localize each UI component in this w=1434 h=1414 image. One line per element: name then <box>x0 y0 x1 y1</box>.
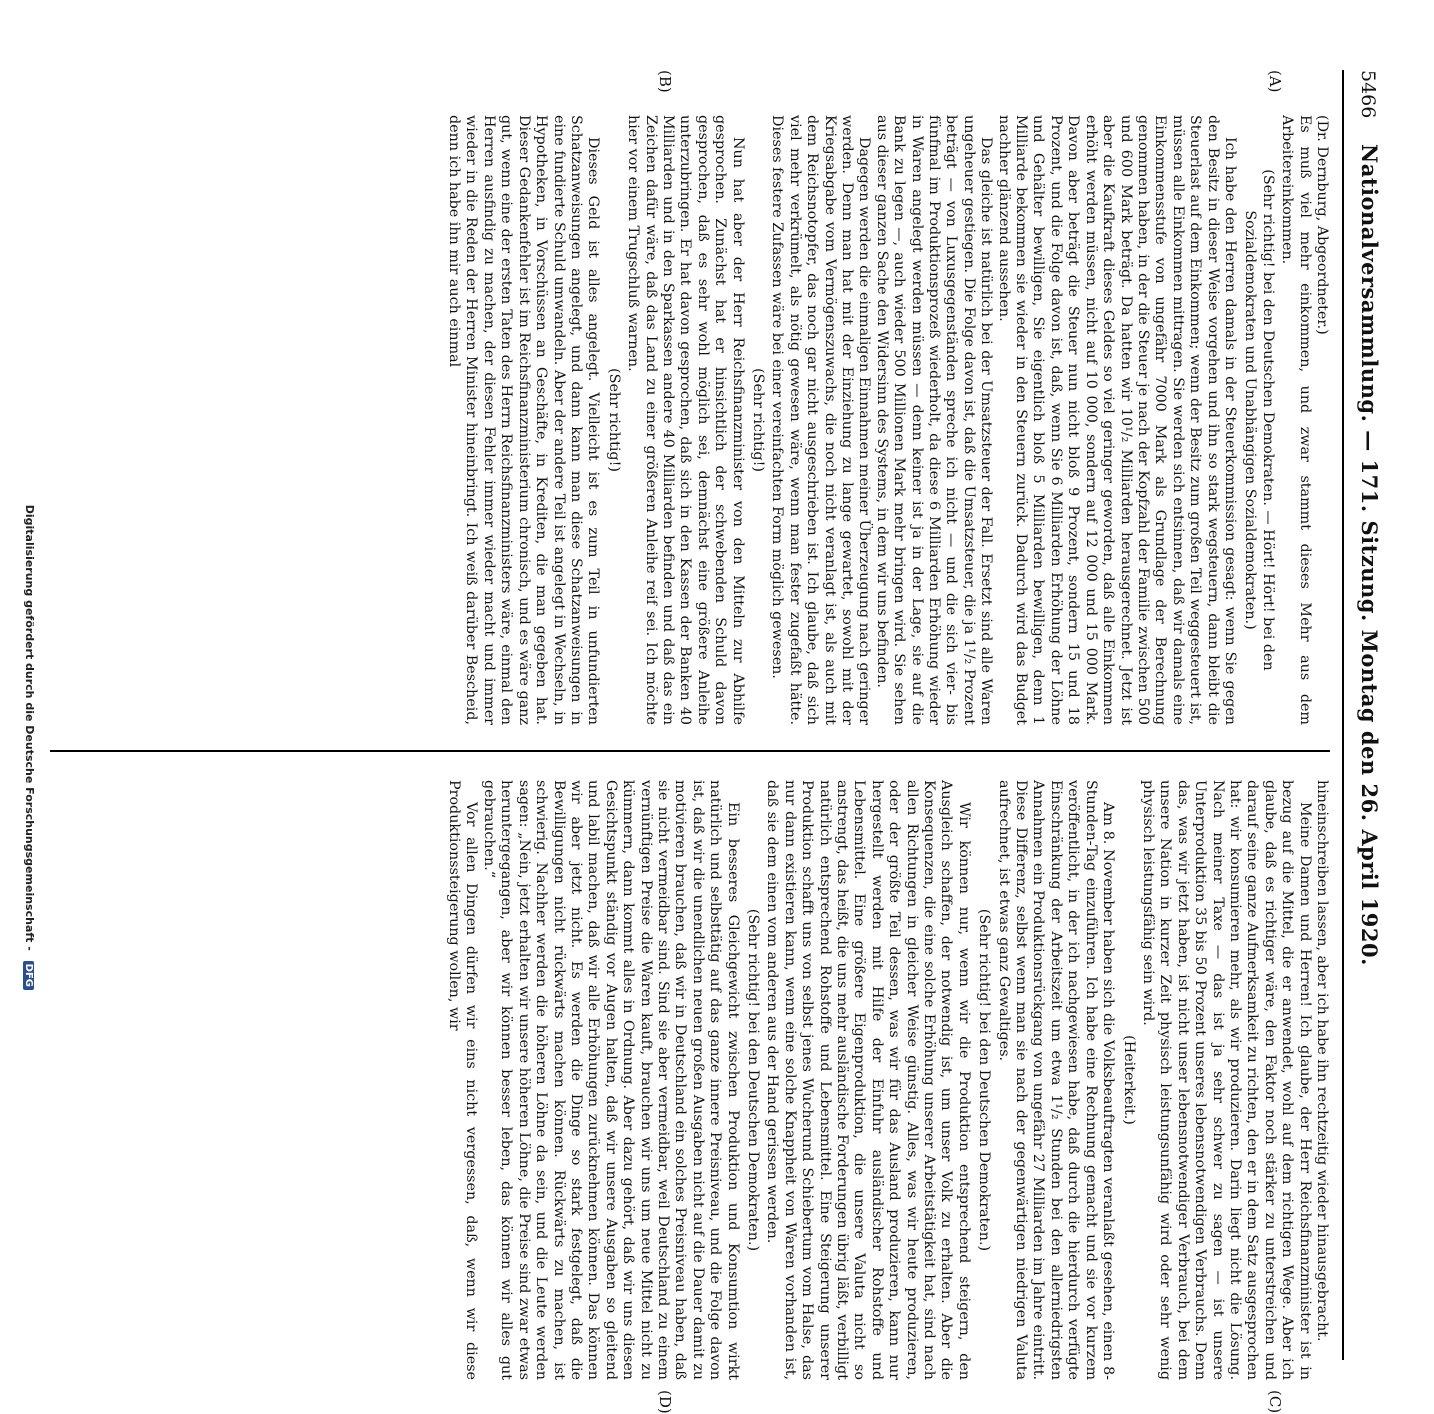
paragraph: Nun hat aber der Herr Reichsfinanzminister von den Mitteln zur Abhilfe gesprochen. Zunächst hat er hinsichtlich der schwebenden Schuld davon gesprochen, daß es sehr wohl möglich sei, demnächst eine größere Anleihe unterzubringen. Er hat davon gesprochen, daß sich in den Kassen der Banken 40 Milliarden und in den Sparkassen andere 40 Milliarden befinden und daß das ein Zeichen dafür wäre, daß das Land zu einer größeren Anleihe reif sei. Ich möchte hier vor einem Trugschluß warnen. <box>625 115 746 725</box>
digitization-credit <box>23 10 36 990</box>
interjection: (Sehr richtig! bei den Deutschen Demokraten. — Hört! Hört! bei den Sozialdemokraten und Unabhängigen Sozialdemokraten.) <box>1242 169 1276 671</box>
running-title: Nationalversammlung. — 171. Sitzung. Montag den 26. April 1920. <box>1357 144 1382 966</box>
page-header <box>1342 70 1382 970</box>
page-number: 5466 <box>1357 70 1379 119</box>
paragraph: Vor allen Dingen dürfen wir eins nicht vergessen, daß, wenn wir diese Produktionssteigerung wollen, wir <box>446 780 480 1380</box>
interjection: (Sehr richtig! bei den Deutschen Demokraten.) <box>745 908 761 1252</box>
interjection: (Heiterkeit.) <box>1120 1035 1137 1125</box>
paragraph: Dagegen werden die einmaligen Einnahmen meiner Überzeugung nach geringer werden. Denn man hat mit der Einziehung zu lange gewartet, sowohl mit der Kriegsabgabe vom Vermögenszuwachs, die noch nicht veranlagt ist, als auch mit dem Reichsnotopfer, das noch gar nicht ausgeschrieben ist. Ich glaube, daß sich viel mehr verkrümelt, als nötig gewesen wäre, wenn man fester zugefaßt hätte. Dieses festere Zufassen wäre bei einer vereinfachten Form möglich gewesen. <box>769 115 873 725</box>
paragraph: Ein besseres Gleichgewicht zwischen Produktion und Konsumtion wirkt natürlich und selbsttätig auf das ganze innere Preisniveau, und die Folge davon ist, daß wir die unendlichen neuen großen Ausgaben nicht auf die Dauer damit zu motivieren brauchen, daß wir in Deutschland ein solches Preisniveau haben, daß sie nicht vermeidbar sind. Sind sie aber vermeidbar, weil Deutschland zu einem vernünftigen Preise die Waren kauft, brauchen wir uns um neue Mittel nicht zu kümmern, dann kommt alles in Ordnung. Aber dazu gehört, daß wir uns diesen Gesichtspunkt ständig vor Augen halten, daß wir unsere Ausgaben so gleitend und labil machen, daß wir alle Erhöhungen zurücknehmen können. Das können wir aber jetzt nicht. Es werden die Dinge so stark festgelegt, daß die Bewilligungen nicht rückwärts machen können. Rückwärts zu machen, ist schwierig. Nachher werden die höheren Löhne da sein, und die Leute werden sagen: „Nein, jetzt erhalten wir unsere höheren Löhne, die Preise sind zwar etwas heruntergegangen, aber wir können besser leben, das können wir alles gut gebrauchen.“ <box>480 780 741 1380</box>
paragraph: hineinschreiben lassen, aber ich habe ihn rechtzeitig wieder hinausgebracht. <box>1314 780 1330 1342</box>
margin-marker-a: (A) <box>1266 70 1284 93</box>
speaker-line: (Dr. Dernburg, Abgeordneter.) <box>1314 115 1330 335</box>
interjection: (Sehr richtig!) <box>750 368 766 472</box>
paragraph: Dieses Geld ist alles angelegt. Vielleicht ist es zum Teil in unfundierten Schatzanweisungen angelegt, und dann kann man diese Schatzanweisungen in eine fundierte Schuld umwandeln. Aber der andere Teil ist angelegt in Wechseln, in Hypotheken, in Vorschüssen an Geschäfte, in Krediten, die man gegeben hat. Dieser Gedankenfehler ist im Reichsfinanzministerium chronisch, und es wäre ganz gut, wenn eine der ersten Taten des Herrn Reichsfinanzministers wäre, einmal den Herren ausfindig zu machen, der diesen Fehler immer wieder macht und immer wieder in die Reden der Herren Minister hineinbringt. Ich weiß darüber Bescheid, denn ich habe ihn mir auch einmal <box>446 115 602 725</box>
column-divider <box>50 750 1330 752</box>
paragraph: Wir können nur, wenn wir die Produktion entsprechend steigern, den Ausgleich schaffen, der notwendig ist, um unser Volk zu erhalten. Aber die Konsequenzen, die eine solche Erhöhung unserer Arbeitstätigkeit hat, sind nach allen Richtungen in gleicher Weise günstig. Alles, was wir heute produzieren, oder der größte Teil dessen, was wir für das Ausland produzieren, kann nur hergestellt werden mit Hilfe der Einfuhr ausländischer Rohstoffe und Lebensmittel. Eine größere Eigenproduktion, die unsere Valuta nicht so anstrengt, das heißt, die uns mehr ausländische Forderungen übrig läßt, verbilligt natürlich entsprechend Rohstoffe und Lebensmittel. Eine Steigerung unserer Produktion schafft uns von selbst jenes Wucherund Schiebertum vom Halse, das nur dann existieren kann, wenn eine solche Knappheit von Waren vorhanden ist, daß sie dem einen vom anderen aus der Hand gerissen werden. <box>764 780 972 1380</box>
paragraph: Am 8. November haben sich die Volksbeauftragten veranlaßt gesehen, einen 8-Stunden-Tag einzuführen. Ich habe eine Rechnung gemacht und sie vor kurzem veröffentlicht, in der ich nachgewiesen habe, daß durch die hierdurch verfügte Einschränkung der Arbeitszeit um etwa 1¹/₂ Stunden bei den allerniedrigsten Annahmen ein Produktionsrückgang von ungefähr 27 Milliarden im Jahre eintritt. Diese Differenz, selbst wenn man sie nach der gegenwärtigen niedrigen Valuta aufrechnet, ist etwas ganz Gewaltiges. <box>995 780 1117 1380</box>
margin-marker-b: (B) <box>656 70 674 93</box>
interjection: (Sehr richtig!) <box>605 368 622 472</box>
credit-text: Digitalisierung gefördert durch die Deutsche Forschungsgemeinschaft - <box>23 504 36 951</box>
dfg-logo: DFG <box>23 961 34 990</box>
paragraph: Meine Damen und Herren! Ich glaube, der Herr Reichsfinanzminister ist in bezug auf die Mittel, die er anwendet, wohl auf dem richtigen Wege. Aber ich glaube, daß es richtiger wäre, den Faktor noch stärker zu unterstreichen und darauf seine ganze Aufmerksamkeit zu richten, den er in dem Satz ausgesprochen hat: wir konsumieren mehr, als wir produzieren. Darin liegt nicht die Lösung. Nach meiner Taxe — das ist ja sehr schwer zu sagen — ist unsere Unterproduktion 35 bis 50 Prozent unseres lebensnotwendigen Verbrauchs. Denn das, was wir jetzt haben, ist nicht unser lebensnotwendiger Verbrauch, bei dem unsere Nation in kurzer Zeit physisch leistungsunfähig wird oder sehr wenig physisch leistungsfähig sein wird. <box>1139 780 1313 1380</box>
left-column <box>60 115 1330 725</box>
margin-marker-d: (D) <box>656 1390 674 1414</box>
paragraph: Ich habe den Herren damals in der Steuerkommission gesagt: wenn Sie gegen den Besitz in dieser Weise vorgehen und ihn so stark wegsteuern, dann bleibt die Steuerlast auf dem Einkommen; wenn der Besitz zum großen Teil weggesteuert ist, müssen alle Einkommen mittragen. Sie werden sich entsinnen, daß wir damals eine Einkommensstufe von ungefähr 7000 Mark als Grundlage der Berechnung genommen haben, in der die Steuer je nach der Kopfzahl der Familie zwischen 500 und 600 Mark beträgt. Da hatten wir 10¹/₂ Milliarden herausgerechnet. Jetzt ist aber die Kaufkraft dieses Geldes so viel geringer geworden, daß alle Einkommen erhöht werden müssen, nicht auf 10 000, sondern auf 12 000 und 15 000 Mark. Davon aber beträgt die Steuer nun nicht bloß 9 Prozent, sondern 15 und 18 Prozent, und die Folge davon ist, daß, wenn Sie 6 Milliarden Erhöhung der Löhne und Gehälter bewilligen, Sie eigentlich bloß 5 Milliarden bewilligen, denn 1 Milliarde bekommen sie wieder in den Steuern zurück. Dadurch wird das Budget nachher glänzend aussehen. <box>995 115 1238 725</box>
paragraph: Es muß viel mehr einkommen, und zwar stammt dieses Mehr aus dem Arbeitereinkommen. <box>1279 115 1313 725</box>
right-column <box>60 780 1330 1380</box>
header-rule <box>1342 70 1344 1360</box>
paragraph: Das gleiche ist natürlich bei der Umsatzsteuer der Fall. Ersetzt sind alle Waren ungeheuer gestiegen. Die Folge davon ist, daß die Umsatzsteuer, die ja 1¹/₂ Prozent beträgt — von Luxusgegenständen spreche ich nicht — und die sich vier- bis fünfmal im Produktionsprozeß wiederholt, da diese 6 Milliarden Erhöhung wieder in Waren angelegt werden müssen — denn keiner ist ja in der Lage, sie auf die Bank zu legen —, auch wieder 500 Millionen Mark mehr bringen wird. Sie sehen aus dieser ganzen Sache den Widersinn des Systems, in dem wir uns befinden. <box>873 115 995 725</box>
margin-marker-c: (C) <box>1266 1390 1284 1414</box>
interjection: (Sehr richtig! bei den Deutschen Demokraten.) <box>976 908 993 1252</box>
